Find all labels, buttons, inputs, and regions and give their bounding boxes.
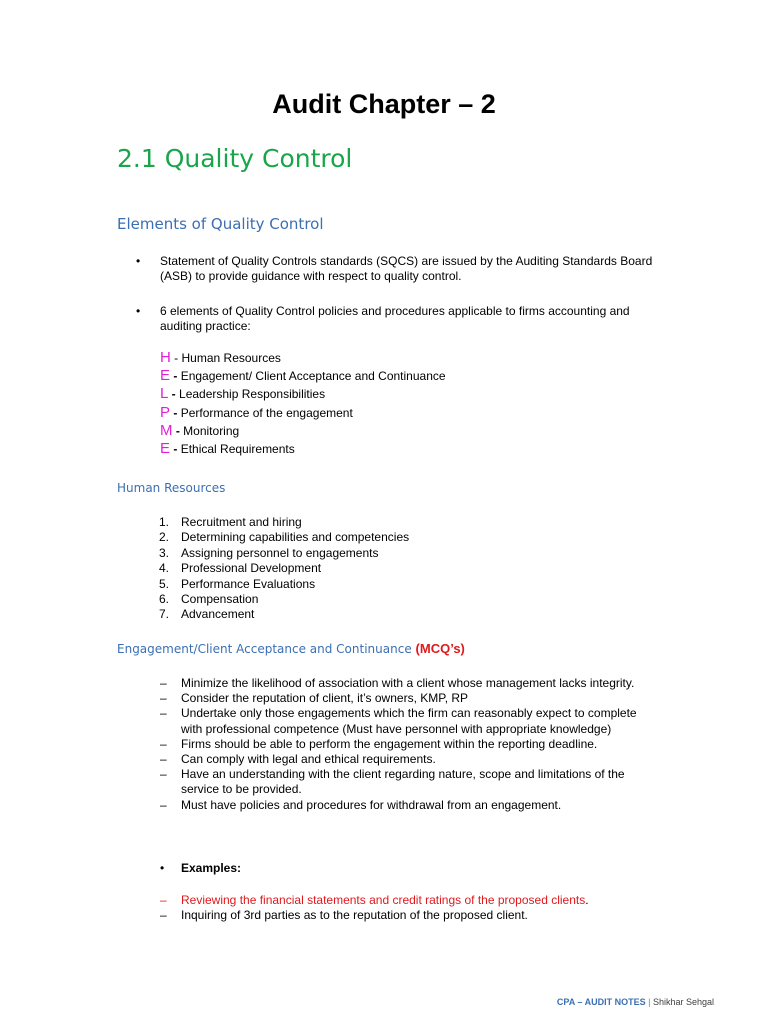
footer-author: Shikhar Sehgal bbox=[652, 997, 714, 1007]
list-text: Recruitment and hiring bbox=[181, 515, 302, 529]
example-item bbox=[160, 908, 640, 923]
examples-bullet: • bbox=[160, 861, 165, 875]
dash-item: – Can comply with legal and ethical requirements. bbox=[160, 752, 640, 767]
human-resources-heading: Human Resources bbox=[117, 481, 226, 495]
list-item bbox=[159, 592, 409, 607]
dash-item: – Must have policies and procedures for withdrawal from an engagement. bbox=[160, 798, 640, 813]
acronym-dash: - bbox=[170, 405, 181, 420]
example-suffix: . bbox=[585, 893, 589, 907]
list-number: 1. bbox=[159, 515, 170, 529]
acronym-text: Performance of the engagement bbox=[180, 405, 353, 420]
acronym-item bbox=[160, 422, 446, 440]
helpme-acronym-list bbox=[160, 349, 446, 458]
intro-bullet-list bbox=[117, 254, 657, 354]
examples-dash-list bbox=[160, 893, 640, 923]
acronym-item bbox=[160, 440, 446, 458]
list-text: Performance Evaluations bbox=[181, 576, 316, 591]
dash-item: – Firms should be able to perform the engagement within the reporting deadline. bbox=[160, 737, 640, 752]
list-item bbox=[159, 530, 409, 545]
example-item-highlighted bbox=[160, 893, 640, 908]
list-number: 2. bbox=[159, 530, 170, 545]
footer-brand: CPA – AUDIT NOTES bbox=[556, 997, 646, 1007]
examples-label-text: Examples: bbox=[181, 861, 242, 875]
human-resources-list bbox=[159, 515, 409, 623]
examples-label bbox=[160, 861, 241, 876]
dash-item: – Consider the reputation of client, it’s owners, KMP, RP bbox=[160, 691, 640, 706]
list-item bbox=[159, 546, 409, 561]
acronym-item bbox=[160, 385, 446, 403]
acronym-dash: - bbox=[168, 387, 180, 402]
list-number: 4. bbox=[159, 561, 170, 576]
list-item bbox=[159, 607, 409, 622]
example-text: Reviewing the financial statements and credit ratings of the proposed clients bbox=[181, 893, 586, 907]
example-text: Inquiring of 3rd parties as to the reputation of the proposed client. bbox=[181, 908, 528, 923]
acronym-letter: L bbox=[160, 385, 169, 403]
list-number: 3. bbox=[159, 545, 170, 560]
dash-item: – Have an understanding with the client regarding nature, scope and limitations of the service to be provided. bbox=[160, 767, 640, 797]
list-item bbox=[159, 577, 409, 592]
engagement-dash-list bbox=[160, 676, 640, 813]
engagement-heading-text: Engagement/Client Acceptance and Continuance bbox=[117, 642, 412, 656]
acronym-letter: E bbox=[160, 367, 171, 385]
dash-item: – Minimize the likelihood of association with a client whose management lacks integrity. bbox=[160, 676, 640, 691]
acronym-letter: P bbox=[160, 403, 171, 421]
list-item bbox=[159, 561, 409, 576]
acronym-dash: - bbox=[170, 369, 181, 384]
acronym-dash: - bbox=[170, 351, 182, 365]
acronym-letter: E bbox=[160, 440, 171, 458]
acronym-text: Human Resources bbox=[181, 351, 281, 365]
acronym-letter: H bbox=[160, 349, 171, 366]
mcq-tag: (MCQ’s) bbox=[415, 641, 465, 656]
acronym-letter: M bbox=[160, 421, 173, 439]
list-text: Professional Development bbox=[181, 561, 322, 576]
bullet-item-six-elements: • 6 elements of Quality Control policies and procedures applicable to firms accounting and auditing practice: bbox=[117, 304, 657, 334]
document-title: Audit Chapter – 2 bbox=[272, 89, 496, 119]
list-number: 7. bbox=[159, 607, 170, 622]
list-text: Assigning personnel to engagements bbox=[181, 545, 379, 560]
list-text: Compensation bbox=[181, 592, 259, 607]
bullet-item-sqcs: • Statement of Quality Controls standards (SQCS) are issued by the Auditing Standards Board (ASB) to provide guidance with respect to quality control. bbox=[117, 254, 657, 284]
page-footer bbox=[557, 996, 714, 1008]
footer-separator: | bbox=[645, 997, 653, 1007]
acronym-dash: - bbox=[172, 423, 184, 438]
list-number: 6. bbox=[159, 592, 170, 607]
list-text: Advancement bbox=[181, 607, 255, 622]
acronym-dash: - bbox=[170, 442, 181, 457]
acronym-item bbox=[160, 404, 446, 422]
elements-subheading: Elements of Quality Control bbox=[117, 215, 324, 233]
acronym-text: Monitoring bbox=[183, 423, 240, 438]
acronym-item bbox=[160, 349, 446, 367]
section-heading: 2.1 Quality Control bbox=[117, 144, 353, 173]
list-text: Determining capabilities and competencies bbox=[181, 530, 410, 545]
acronym-text: Ethical Requirements bbox=[180, 442, 295, 457]
dash-item: – Undertake only those engagements which the firm can reasonably expect to complete with professional competence (Must have personnel with appropriate knowledge) bbox=[160, 706, 640, 736]
list-item bbox=[159, 515, 409, 530]
list-number: 5. bbox=[159, 576, 170, 591]
acronym-item bbox=[160, 367, 446, 385]
acronym-text: Leadership Responsibilities bbox=[179, 387, 326, 402]
engagement-heading bbox=[117, 640, 465, 658]
acronym-text: Engagement/ Client Acceptance and Continuance bbox=[180, 369, 446, 384]
